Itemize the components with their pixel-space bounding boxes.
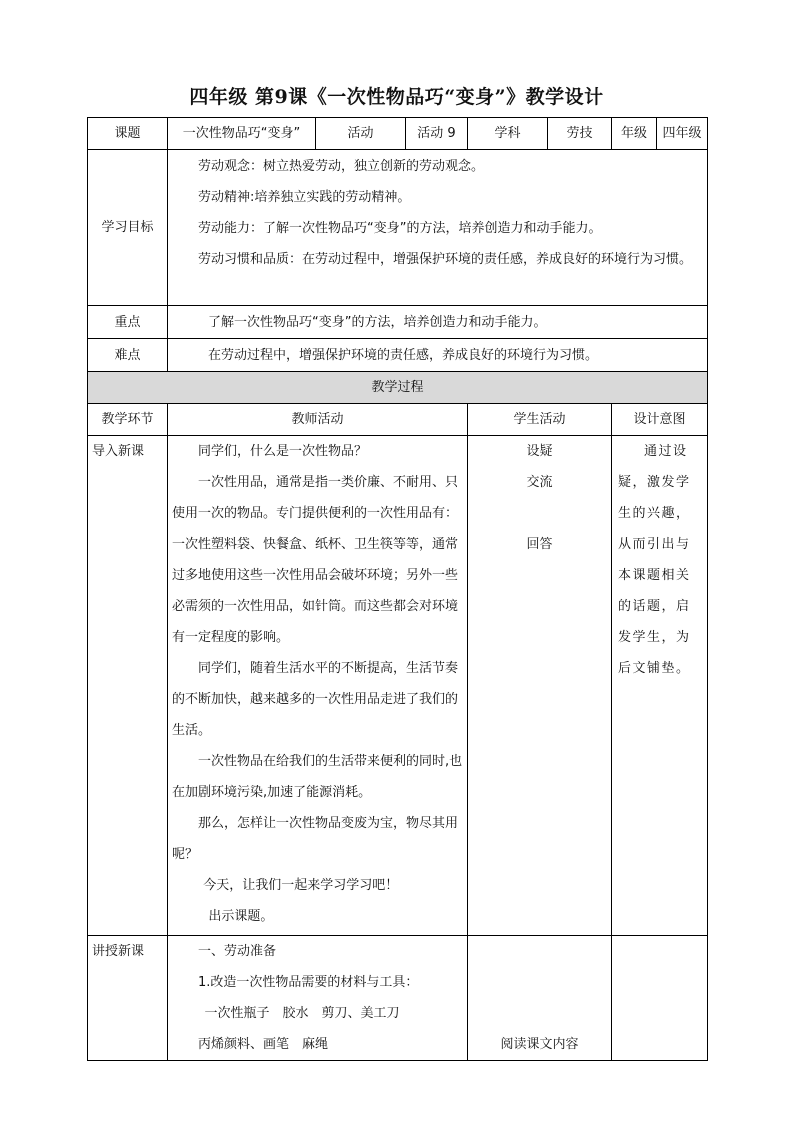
key-point-label: 重点: [88, 306, 168, 339]
header-row: [88, 118, 708, 150]
stage-header: 教学环节: [88, 404, 168, 436]
teacher-paragraph: 一次性瓶子 胶水 剪刀、美工刀: [204, 1006, 400, 1021]
teacher-paragraph: 1.改造一次性物品需要的材料与工具：: [198, 975, 419, 990]
difficulty-row: [88, 339, 708, 372]
lecture-row: [88, 936, 708, 1061]
lecture-teacher: [168, 936, 468, 1061]
subject-value: 劳技: [548, 118, 612, 150]
activity-label: 活动: [316, 118, 406, 150]
grade-value: 四年级: [657, 118, 708, 150]
goals-label: 学习目标: [88, 150, 168, 306]
goals-content: [168, 150, 708, 306]
teacher-paragraph: 出示课题。: [208, 909, 274, 924]
intent-header: 设计意图: [612, 404, 708, 436]
lesson-value: 一次性物品巧“变身”: [168, 118, 316, 150]
lesson-label: 课题: [88, 118, 168, 150]
goal-item: 劳动观念：树立热爱劳动，独立创新的劳动观念。: [198, 159, 485, 174]
key-point-text: 了解一次性物品巧“变身”的方法，培养创造力和动手能力。: [168, 306, 708, 339]
subject-label: 学科: [468, 118, 548, 150]
intro-teacher: [168, 436, 468, 936]
teacher-paragraph: 同学们，什么是一次性物品？: [198, 444, 368, 459]
intro-intent: [612, 436, 708, 936]
process-title: 教学过程: [88, 372, 708, 404]
student-header: 学生活动: [468, 404, 612, 436]
intent-text: 通过设疑，激发学生的兴趣，从而引出与本课题相关的话题，启发学生，为后文铺垫。: [618, 444, 691, 676]
student-activity: 交流: [526, 475, 553, 490]
goal-item: 劳动能力：了解一次性物品巧“变身”的方法，培养创造力和动手能力。: [198, 221, 602, 236]
intro-student: [468, 436, 612, 936]
teacher-paragraph: 那么，怎样让一次性物品变废为宝，物尽其用呢？: [172, 816, 459, 862]
lecture-student: 阅读课文内容: [468, 936, 612, 1061]
student-activity: 回答: [526, 537, 553, 552]
student-activity: 设疑: [526, 444, 553, 459]
teacher-paragraph: 同学们，随着生活水平的不断提高，生活节奏的不断加快，越来越多的一次性用品走进了我们的生活。: [172, 661, 459, 738]
activity-value: 活动 9: [406, 118, 468, 150]
teacher-paragraph: 一次性用品，通常是指一类价廉、不耐用、只使用一次的物品。专门提供便利的一次性用品有：一次性塑料袋、快餐盒、纸杯、卫生筷等等，通常过多地使用这些一次性用品会破坏环境；另外一些必需须的一次性用品，如针筒。而这些都会对环境有一定程度的影响。: [172, 475, 459, 645]
key-point-row: [88, 306, 708, 339]
goals-row: [88, 150, 708, 306]
process-header-row: [88, 404, 708, 436]
lesson-plan-table: [87, 117, 708, 1061]
grade-label: 年级: [612, 118, 657, 150]
goal-item: 劳动习惯和品质：在劳动过程中，增强保护环境的责任感，养成良好的环境行为习惯。: [198, 252, 693, 267]
teacher-paragraph: 今天，让我们一起来学习学习吧！: [203, 878, 399, 893]
process-title-row: [88, 372, 708, 404]
lecture-intent: [612, 936, 708, 1061]
page-title: 四年级 第9课《一次性物品巧“变身”》教学设计: [189, 86, 604, 108]
intro-row: [88, 436, 708, 936]
teacher-header: 教师活动: [168, 404, 468, 436]
teacher-paragraph: 丙烯颜料、画笔 麻绳: [198, 1037, 329, 1052]
difficulty-label: 难点: [88, 339, 168, 372]
teacher-paragraph: 一次性物品在给我们的生活带来便利的同时,也在加剧环境污染,加速了能源消耗。: [172, 754, 463, 800]
difficulty-text: 在劳动过程中，增强保护环境的责任感，养成良好的环境行为习惯。: [168, 339, 708, 372]
teacher-paragraph: 一、劳动准备: [198, 944, 277, 959]
goal-item: 劳动精神:培养独立实践的劳动精神。: [198, 190, 411, 205]
lecture-stage: 讲授新课: [88, 936, 168, 1061]
intro-stage: 导入新课: [88, 436, 168, 936]
